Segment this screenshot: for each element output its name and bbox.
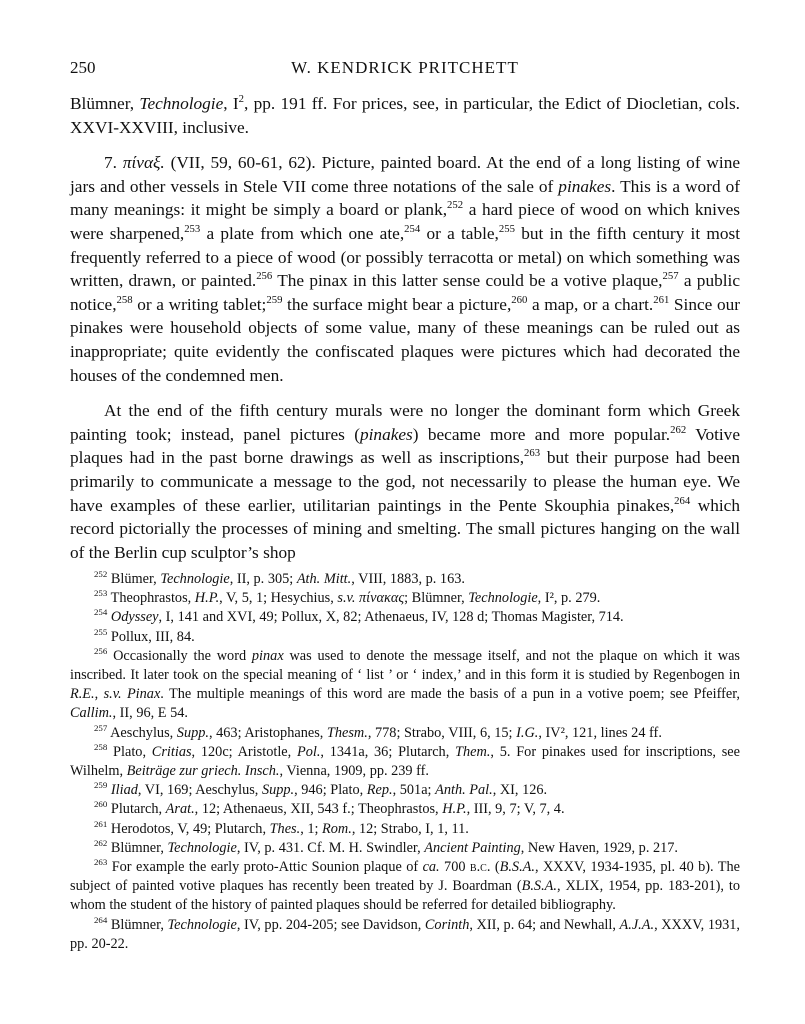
italic-run: Callim. [70, 705, 113, 722]
text-run: Herodotos, V, 49; Plutarch, [107, 820, 270, 837]
text-run: but their purpose had been primarily to communicate a message to the god, not necessarily to please the human eye. We have examples of these earlier, utilitarian paintings in the Pente Skouphia pinakes, [70, 448, 741, 515]
text-run: Theophrastos, [107, 590, 195, 607]
footnote-number: 263 [94, 857, 108, 868]
text-run: , II, p. 305; [229, 571, 297, 587]
text-run: which record pictorially the processes of mining and smelting. The small pictures hanging on the wall of the Berlin cup sculptor’s shop [70, 495, 740, 562]
text-run: 700 [439, 859, 470, 876]
footnote-number: 253 [94, 588, 108, 599]
italic-run: H.P. [442, 801, 467, 818]
italic-run: Odyssey [110, 609, 159, 626]
italic-run: B.S.A. [499, 859, 535, 876]
italic-run: Ath. Mitt. [296, 571, 352, 587]
text-run: Votive plaques had in the past borne drawings as well as inscriptions, [70, 424, 740, 468]
italic-run: Anth. Pal. [435, 782, 493, 799]
text-run: , XXXV, 1931, pp. 20-22. [70, 916, 740, 952]
footnote-number: 261 [94, 818, 108, 829]
text-run: a public notice, [70, 271, 741, 314]
text-run: , [94, 686, 104, 703]
text-run: (VII, 59, 60-61, 62). Picture, painted board. At the end of a long listing of wine jars and other vessels in Stele VII come three notations of the sale of [70, 153, 741, 196]
text-run: , 501a; [392, 782, 436, 799]
footnote-number: 257 [94, 722, 108, 733]
text-run: , Vienna, 1909, pp. 239 ff. [279, 763, 429, 780]
text-run: was used to denote the message itself, and not the plaque on which it was inscribed. It later took on the special meaning of ‘ list ’ or ‘ index,’ and in this form it is studied by Regenbogen in [70, 647, 741, 684]
italic-run: Ancient Painting [424, 839, 521, 856]
text-run: Blümner, [107, 916, 168, 933]
text-run: Blümner, [107, 839, 168, 856]
footnotes [70, 570, 740, 954]
page-header [70, 58, 740, 82]
running-head: W. KENDRICK PRITCHETT [291, 58, 519, 77]
text-run: , I², p. 279. [537, 590, 601, 607]
body-text [70, 92, 740, 564]
footnote-ref[interactable]: 253 [184, 223, 201, 236]
footnote-ref[interactable]: 260 [511, 293, 528, 306]
footnote-ref[interactable]: 259 [266, 293, 283, 306]
italic-run: s.v. Pinax [103, 686, 161, 703]
text-run: , XI, 126. [492, 782, 548, 799]
text-run: . This is a word of many meanings: it might be simply a board or plank, [70, 176, 740, 220]
text-run: , XII, p. 64; and Newhall, [469, 916, 620, 933]
italic-run: Corinth [424, 916, 470, 933]
superscript: 2 [238, 93, 245, 106]
italic-run: s.v. πίνακας [337, 590, 405, 607]
small-caps-run: b.c. [469, 859, 491, 876]
footnote-ref[interactable]: 256 [256, 270, 273, 283]
footnote-259 [70, 781, 740, 800]
italic-run: Supp. [261, 782, 295, 799]
text-run: , 12; Strabo, I, 1, 11. [351, 820, 469, 837]
footnote-252 [70, 570, 740, 589]
italic-run: Technologie [160, 571, 230, 587]
italic-run: Rom. [322, 820, 352, 837]
footnote-number: 254 [94, 607, 108, 618]
footnote-number: 258 [94, 742, 108, 753]
text-run: a plate from which one ate, [200, 223, 405, 243]
text-run: , New Haven, 1929, p. 217. [520, 839, 679, 856]
footnote-ref[interactable]: 263 [524, 447, 541, 460]
text-run: or a writing tablet; [132, 294, 267, 314]
text-run: but in the fifth century it most frequently referred to a piece of wood (or possibly terracotta or metal) on which something was written, drawn, or painted. [70, 223, 740, 291]
text-run: Plato, [107, 743, 152, 760]
italic-run: Them. [455, 743, 491, 760]
text-run: , VI, 169; Aeschylus, [137, 782, 262, 799]
italic-run: Technologie [468, 590, 538, 607]
footnote-254 [70, 608, 740, 627]
footnote-ref[interactable]: 254 [404, 223, 421, 236]
italic-run: R.E. [70, 686, 95, 703]
text-run: , 778; Strabo, VIII, 6, 15; [367, 724, 517, 741]
italic-run: Supp. [176, 724, 209, 741]
italic-run: Technologie [139, 94, 224, 113]
footnote-number: 262 [94, 838, 108, 849]
footnote-ref[interactable]: 264 [674, 494, 691, 507]
text-run: , V, 5, 1; Hesychius, [219, 590, 338, 607]
footnote-number: 256 [94, 646, 108, 657]
footnote-260 [70, 800, 740, 819]
footnote-ref[interactable]: 262 [670, 423, 687, 436]
italic-run: Arat. [165, 801, 195, 818]
paragraph-pinax [70, 151, 740, 387]
footnote-number: 252 [94, 569, 108, 580]
italic-run: Beiträge zur griech. Insch. [126, 763, 280, 780]
footnote-264 [70, 916, 740, 954]
italic-run: B.S.A. [521, 878, 557, 895]
text-run: 7. [104, 153, 123, 173]
text-run: , 463; Aristophanes, [208, 724, 327, 741]
text-run: , 946; Plato, [294, 782, 367, 799]
footnote-255 [70, 628, 740, 647]
italic-run: pinakes [359, 424, 413, 444]
text-run: , VIII, 1883, p. 163. [351, 571, 465, 587]
text-run: the surface might bear a picture, [282, 294, 512, 314]
text-run: , I [223, 94, 239, 113]
text-run: a hard piece of wood on which knives were sharpened, [70, 200, 740, 243]
text-run: The pinax in this latter sense could be a votive plaque, [272, 271, 663, 291]
text-run: Occasionally the word [107, 647, 252, 664]
footnote-ref[interactable]: 255 [498, 223, 515, 236]
italic-run: Technologie [167, 839, 237, 856]
text-run: , XLIX, 1954, pp. 183-201), to whom the student of the history of painted plaques should be referred for detailed bibliography. [70, 878, 740, 914]
italic-run: pinax [251, 647, 284, 664]
footnote-263 [70, 858, 740, 916]
footnote-261 [70, 820, 740, 839]
text-run: , pp. 191 ff. For prices, see, in particular, the Edict of Diocletian, cols. XXVI-XXVIII, inclusive. [70, 94, 740, 137]
footnote-number: 255 [94, 626, 108, 637]
text-run: At the end of the fifth century murals were no longer the dominant form which Greek painting took; instead, panel pictures ( [70, 401, 740, 444]
text-run: , IV², 121, lines 24 ff. [538, 724, 662, 741]
footnote-ref[interactable]: 258 [116, 293, 133, 306]
footnote-ref[interactable]: 257 [662, 270, 679, 283]
italic-run: A.J.A. [619, 916, 655, 933]
text-run: , I, 141 and XVI, 49; Pollux, X, 82; Athenaeus, IV, 128 d; Thomas Magister, 714. [158, 609, 624, 626]
text-run: , IV, pp. 204-205; see Davidson, [236, 916, 425, 933]
text-run: ) became more and more popular. [412, 424, 671, 444]
italic-run: πίναξ. [122, 153, 165, 173]
paragraph-continuation [70, 92, 740, 139]
footnote-ref[interactable]: 261 [653, 293, 670, 306]
text-run: Plutarch, [107, 801, 166, 818]
text-run: , 1; [300, 820, 323, 837]
text-run: , IV, p. 431. Cf. M. H. Swindler, [236, 839, 425, 856]
text-run: , XXXV, 1934-1935, pl. 40 b). The subject of painted votive plaques has recently been treated by J. Boardman ( [70, 859, 741, 895]
footnote-257 [70, 724, 740, 743]
italic-run: Pol. [296, 743, 321, 760]
text-run: or a table, [420, 223, 499, 243]
text-run: . The multiple meanings of this word are made the basis of a pun in a votive poem; see Pfeiffer, [160, 686, 740, 703]
italic-run: ca. [422, 859, 440, 876]
footnote-256 [70, 647, 740, 724]
text-run: , 1341a, 36; Plutarch, [320, 743, 456, 760]
italic-run: pinakes [558, 176, 612, 196]
text-run: , III, 9, 7; V, 7, 4. [466, 801, 565, 818]
italic-run: Technologie [167, 916, 237, 933]
text-run: Blümer, [107, 571, 161, 587]
footnote-258 [70, 743, 740, 781]
italic-run: I.G. [516, 724, 539, 741]
text-run: , II, 96, E 54. [112, 705, 188, 722]
text-run: , 5. For pinakes used for inscriptions, see Wilhelm, [70, 743, 740, 780]
text-run: ; Blümner, [404, 590, 469, 607]
text-run: For example the early proto-Attic Sounion plaque of [107, 859, 423, 876]
text-run: Aeschylus, [107, 724, 177, 741]
text-run: , 120c; Aristotle, [191, 743, 297, 760]
italic-run: Thesm. [326, 724, 368, 741]
text-run: , 12; Athenaeus, XII, 543 f.; Theophrastos, [194, 801, 443, 818]
italic-run: Rep. [366, 782, 393, 799]
footnote-262 [70, 839, 740, 858]
italic-run: Thes. [269, 820, 301, 837]
footnote-ref[interactable]: 252 [447, 199, 464, 212]
text-run: Blümner, [70, 94, 140, 113]
footnote-number: 259 [94, 780, 108, 791]
text-run: Pollux, III, 84. [107, 628, 195, 645]
text-run: Since our pinakes were household objects of some value, many of these meanings can be ruled out as inappropriate; quite evidently the confiscated plaques were pictures which had decorated the houses of the condemned men. [70, 294, 740, 385]
italic-run: Critias [151, 743, 192, 760]
page-number: 250 [70, 58, 96, 77]
text-run: ( [490, 859, 500, 876]
italic-run: H.P. [194, 590, 220, 607]
footnote-number: 260 [94, 799, 108, 810]
italic-run: Iliad [110, 782, 138, 799]
footnote-number: 264 [94, 914, 108, 925]
paragraph-panel-pictures [70, 399, 740, 564]
text-run: a map, or a chart. [527, 294, 654, 314]
footnote-253 [70, 589, 740, 608]
